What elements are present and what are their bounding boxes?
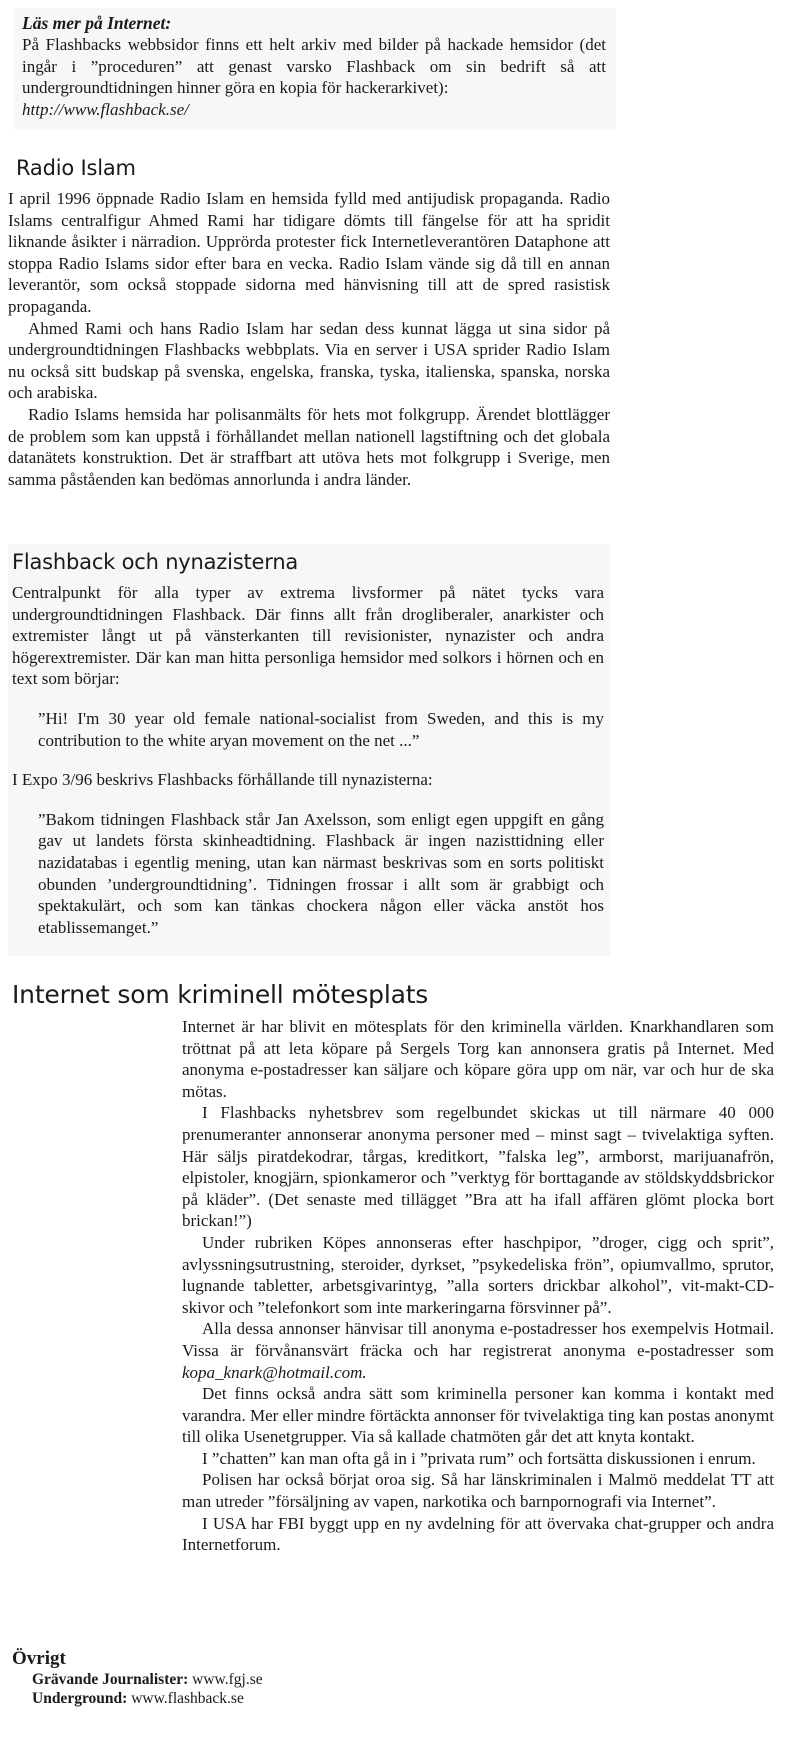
- ovrigt-link-url[interactable]: www.flashback.se: [131, 1690, 244, 1707]
- intro-box-url[interactable]: http://www.flashback.se/: [22, 99, 189, 119]
- radio-islam-paragraph: I april 1996 öppnade Radio Islam en hemsida fylld med antijudisk propaganda. Radio Islams centralfigur Ahmed Rami har tidigare dömts till fängelse för att ha spridit liknande åsikter i närradion. Upprörda protester fick Internetleverantören Dataphone att stoppa Radio Islams sidor efter bara en vecka. Radio Islam vände sig då till en annan leverantör, som också stoppade sidorna med hänvisning till att de spred rasistisk propaganda.: [8, 189, 610, 316]
- email-address: kopa_knark@hotmail.com.: [182, 1362, 367, 1382]
- radio-islam-section: [8, 156, 610, 490]
- internet-paragraph: Polisen har också börjat oroa sig. Så har länskriminalen i Malmö meddelat TT att man utreder ”försäljning av vapen, narkotika och barnpornografi via Internet”.: [182, 1470, 774, 1512]
- ovrigt-title: Övrigt: [12, 1648, 66, 1669]
- internet-paragraph-text: Alla dessa annonser hänvisar till anonyma e-postadresser hos exempelvis Hotmail. Vissa är förvånansvärt fräcka och har registrerat anonyma e-postadresser som: [182, 1319, 774, 1360]
- flashback-section: [8, 544, 610, 956]
- flashback-paragraph: Centralpunkt för alla typer av extrema livsformer på nätet tycks vara undergroundtidningen Flashback. Där finns allt från drogliberaler, anarkister och extremister långt ut på vänsterkanten till revisionister, nynazister och andra högerextremister. Där kan man hitta personliga hemsidor med solkors i hörnen och en text som börjar:: [12, 583, 604, 689]
- radio-islam-heading: Radio Islam: [16, 156, 136, 180]
- internet-paragraph: Under rubriken Köpes annonseras efter haschpipor, ”droger, cigg och sprit”, avlyssningsutrustning, steroider, dyrkset, ”psykedeliska frön”, opiumvallmo, sprutor, lugnande tabletter, arbetsgivarintyg, ”alla sorters drickbar alkohol”, vit-makt-CD-skivor och ”telefonkort som inte markeringarna försvinner på”.: [182, 1232, 774, 1317]
- internet-paragraph: Det finns också andra sätt som kriminella personer kan komma i kontakt med varandra. Mer eller mindre förtäckta annonser för tvivelaktiga ting kan postas anonymt till olika Usenetgrupper. Via så kallade chatmöten går det att knyta kontakt.: [182, 1384, 774, 1447]
- flashback-paragraph: I Expo 3/96 beskrivs Flashbacks förhållande till nynazisterna:: [12, 770, 433, 790]
- intro-box-text: På Flashbacks webbsidor finns ett helt arkiv med bilder på hackade hemsidor (det ingår i ”proceduren” att genast varsko Flashback om sin bedrift så att undergroundtidningen hinner göra en kopia för hackerarkivet):: [22, 35, 606, 98]
- internet-paragraph: [182, 1318, 774, 1383]
- ovrigt-link-row: [12, 1689, 412, 1708]
- internet-paragraph: I ”chatten” kan man ofta gå in i ”privata rum” och fortsätta diskussionen i enrum.: [202, 1448, 756, 1468]
- radio-islam-paragraph: Ahmed Rami och hans Radio Islam har sedan dess kunnat lägga ut sina sidor på undergroundtidningen Flashbacks webbplats. Via en server i USA sprider Radio Islam nu också sitt budskap på svenska, engelska, franska, tyska, italienska, spanska, norska och arabiska.: [8, 318, 610, 403]
- internet-paragraph: I USA har FBI byggt upp en ny avdelning för att övervaka chat-grupper och andra Internetforum.: [182, 1513, 774, 1555]
- ovrigt-link-label: Grävande Journalister:: [32, 1671, 189, 1688]
- internet-paragraph: I Flashbacks nyhetsbrev som regelbundet skickas ut till närmare 40 000 prenumeranter annonserar anonyma personer med – minst sagt – tvivelaktiga syften. Här säljs piratdekodrar, tårgas, kreditkort, ”falska leg”, armborst, marijuanafrön, elpistoler, knogjärn, spionkameror och ”verktyg för borttagande av stöldskyddsbrickor på kläder”. (Det senaste med tillägget ”Bra att ha ifall affären glömt plocka bort brickan!”): [182, 1103, 774, 1231]
- flashback-heading: Flashback och nynazisterna: [12, 550, 299, 574]
- ovrigt-section: [12, 1648, 412, 1708]
- flashback-quote: ”Hi! I'm 30 year old female national-socialist from Sweden, and this is my contribution to the white aryan movement on the net ...”: [38, 708, 604, 750]
- flashback-quote: ”Bakom tidningen Flashback står Jan Axelsson, som enligt egen uppgift en gång gav ut landets första skinheadtidning. Flashback är ingen nazisttidning eller nazidatabas i egentlig mening, utan kan närmast beskrivas som en sorts politiskt obunden ’undergroundtidning’. Tidningen frossar i allt som är grabbigt och spektakulärt, och som kan tänkas chockera någon eller väcka anstöt hos etablissemanget.”: [38, 809, 604, 937]
- internet-section: [182, 1016, 774, 1556]
- internet-heading: Internet som kriminell mötesplats: [12, 980, 429, 1009]
- ovrigt-link-label: Underground:: [32, 1690, 128, 1707]
- intro-box-title: Läs mer på Internet:: [22, 13, 172, 33]
- internet-heading-wrap: [12, 980, 632, 1009]
- ovrigt-link-url[interactable]: www.fgj.se: [192, 1671, 263, 1688]
- intro-box: [14, 8, 616, 130]
- radio-islam-paragraph: Radio Islams hemsida har polisanmälts för hets mot folkgrupp. Ärendet blottlägger de problem som kan uppstå i förhållandet mellan nationell lagstiftning och det globala datanätets konstruktion. Det är straffbart att utöva hets mot folkgrupp i Sverige, men samma påståenden kan bedömas annorlunda i andra länder.: [8, 404, 610, 489]
- internet-paragraph: Internet är har blivit en mötesplats för den kriminella världen. Knarkhandlaren som tröttnat på att leta köpare på Sergels Torg kan annonsera gratis på Internet. Med anonyma e-postadresser kan säljare och köpare göra upp om när, var och hur de ska mötas.: [182, 1017, 774, 1101]
- ovrigt-link-row: [12, 1670, 412, 1689]
